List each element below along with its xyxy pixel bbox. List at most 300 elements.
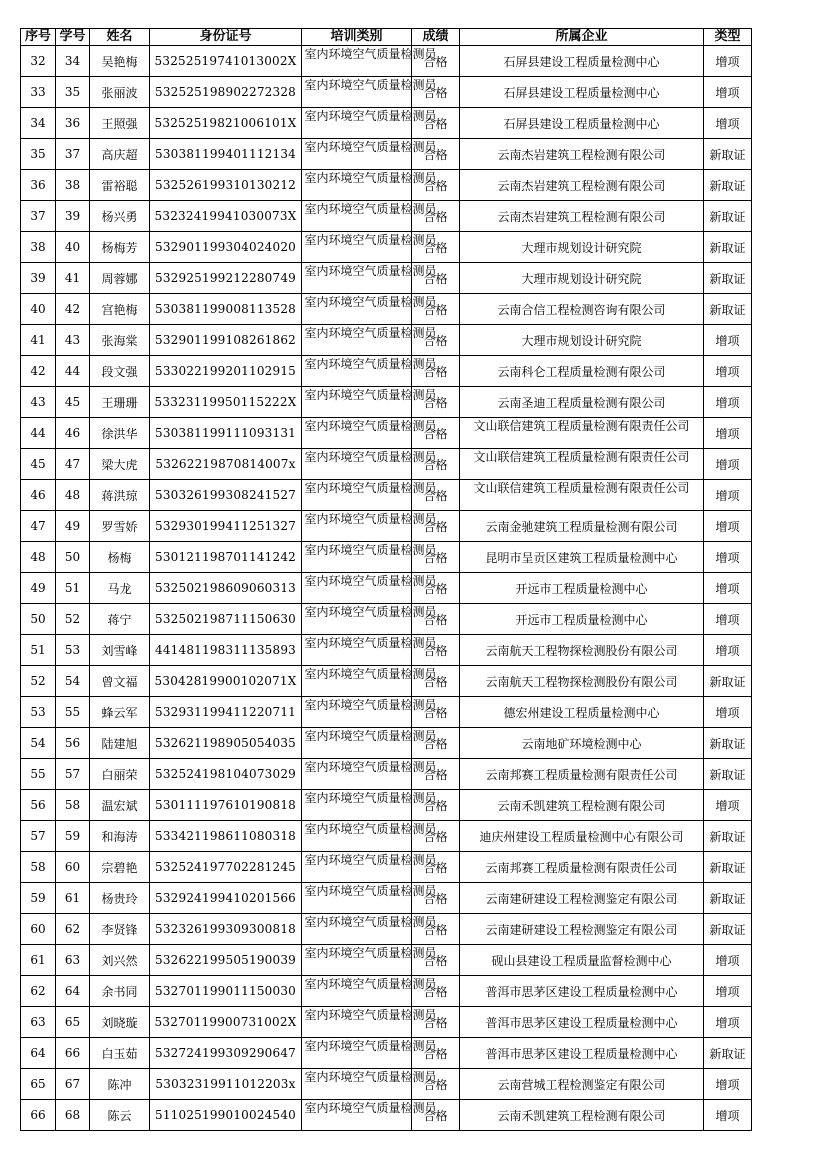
cell-student-id: 45 — [56, 387, 90, 418]
table-row — [21, 77, 752, 108]
cell-name: 和海涛 — [90, 821, 150, 852]
cell-seq: 48 — [21, 542, 56, 573]
cell-name: 王珊珊 — [90, 387, 150, 418]
cell-student-id: 62 — [56, 914, 90, 945]
cell-company: 开远市工程质量检测中心 — [460, 573, 704, 604]
header-score: 成绩 — [412, 29, 460, 46]
cell-score: 合格 — [412, 604, 460, 635]
table-row — [21, 170, 752, 201]
cell-seq: 39 — [21, 263, 56, 294]
cell-score: 合格 — [412, 418, 460, 449]
cell-score: 合格 — [412, 666, 460, 697]
cell-id-card: 532502198711150630 — [150, 604, 302, 635]
table-row — [21, 635, 752, 666]
cell-student-id: 42 — [56, 294, 90, 325]
cell-id-card: 532326199309300818 — [150, 914, 302, 945]
cell-id-card: 53262219870814007x — [150, 449, 302, 480]
cell-type: 新取证 — [704, 201, 752, 232]
table-row — [21, 201, 752, 232]
cell-training-category-text: 室内环境空气质量检测员 — [304, 698, 437, 712]
table-row — [21, 480, 752, 511]
cell-name: 周蓉娜 — [90, 263, 150, 294]
cell-company: 迪庆州建设工程质量检测中心有限公司 — [460, 821, 704, 852]
table-row — [21, 232, 752, 263]
cell-company: 云南邦赛工程质量检测有限责任公司 — [460, 759, 704, 790]
cell-training-category-text: 室内环境空气质量检测员 — [304, 264, 437, 278]
cell-seq: 59 — [21, 883, 56, 914]
cell-score: 合格 — [412, 263, 460, 294]
cell-type: 新取证 — [704, 914, 752, 945]
cell-score: 合格 — [412, 480, 460, 511]
cell-company: 云南金驰建筑工程质量检测有限公司 — [460, 511, 704, 542]
cell-student-id: 49 — [56, 511, 90, 542]
cell-student-id: 60 — [56, 852, 90, 883]
cell-name: 徐洪华 — [90, 418, 150, 449]
cell-id-card: 530121198701141242 — [150, 542, 302, 573]
cell-training-category-text: 室内环境空气质量检测员 — [304, 388, 437, 402]
cell-training-category-text: 室内环境空气质量检测员 — [304, 574, 437, 588]
cell-score: 合格 — [412, 139, 460, 170]
cell-student-id: 53 — [56, 635, 90, 666]
cell-type: 增项 — [704, 77, 752, 108]
cell-seq: 47 — [21, 511, 56, 542]
table-row — [21, 139, 752, 170]
cell-student-id: 43 — [56, 325, 90, 356]
cell-seq: 33 — [21, 77, 56, 108]
table-row — [21, 914, 752, 945]
cell-student-id: 65 — [56, 1007, 90, 1038]
cell-type: 增项 — [704, 108, 752, 139]
cell-score: 合格 — [412, 697, 460, 728]
cell-type: 增项 — [704, 604, 752, 635]
cell-name: 罗雪娇 — [90, 511, 150, 542]
table-row — [21, 976, 752, 1007]
trainee-roster-table — [20, 28, 752, 1131]
table-row — [21, 883, 752, 914]
cell-student-id: 57 — [56, 759, 90, 790]
cell-training-category-text: 室内环境空气质量检测员 — [304, 450, 437, 464]
cell-id-card: 532621198905054035 — [150, 728, 302, 759]
cell-id-card: 511025199010024540 — [150, 1100, 302, 1131]
cell-type: 增项 — [704, 1007, 752, 1038]
header-type: 类型 — [704, 29, 752, 46]
cell-id-card: 530381199401112134 — [150, 139, 302, 170]
cell-type: 增项 — [704, 325, 752, 356]
cell-id-card: 532901199304024020 — [150, 232, 302, 263]
cell-type: 新取证 — [704, 139, 752, 170]
table-row — [21, 325, 752, 356]
cell-student-id: 52 — [56, 604, 90, 635]
cell-company: 云南杰岩建筑工程检测有限公司 — [460, 201, 704, 232]
cell-seq: 58 — [21, 852, 56, 883]
cell-training-category-text: 室内环境空气质量检测员 — [304, 512, 437, 526]
cell-training-category-text: 室内环境空气质量检测员 — [304, 202, 437, 216]
cell-score: 合格 — [412, 77, 460, 108]
table-row — [21, 1069, 752, 1100]
cell-student-id: 47 — [56, 449, 90, 480]
cell-score: 合格 — [412, 387, 460, 418]
header-name: 姓名 — [90, 29, 150, 46]
cell-type: 增项 — [704, 945, 752, 976]
cell-id-card: 532924199410201566 — [150, 883, 302, 914]
cell-seq: 37 — [21, 201, 56, 232]
cell-student-id: 38 — [56, 170, 90, 201]
cell-score: 合格 — [412, 1007, 460, 1038]
cell-score: 合格 — [412, 635, 460, 666]
cell-company — [460, 449, 704, 480]
cell-seq: 46 — [21, 480, 56, 511]
cell-training-category-text: 室内环境空气质量检测员 — [304, 791, 437, 805]
cell-seq: 55 — [21, 759, 56, 790]
cell-company: 砚山县建设工程质量监督检测中心 — [460, 945, 704, 976]
cell-student-id: 44 — [56, 356, 90, 387]
cell-student-id: 64 — [56, 976, 90, 1007]
cell-id-card: 530381199008113528 — [150, 294, 302, 325]
cell-id-card: 533421198611080318 — [150, 821, 302, 852]
cell-score: 合格 — [412, 511, 460, 542]
cell-training-category-text: 室内环境空气质量检测员 — [304, 729, 437, 743]
cell-name: 白玉茹 — [90, 1038, 150, 1069]
cell-type: 新取证 — [704, 728, 752, 759]
cell-score: 合格 — [412, 449, 460, 480]
cell-score: 合格 — [412, 294, 460, 325]
cell-seq: 49 — [21, 573, 56, 604]
cell-score: 合格 — [412, 46, 460, 77]
cell-seq: 45 — [21, 449, 56, 480]
cell-type: 增项 — [704, 697, 752, 728]
cell-type: 新取证 — [704, 294, 752, 325]
cell-type: 增项 — [704, 387, 752, 418]
cell-name: 蒋宁 — [90, 604, 150, 635]
table-row — [21, 790, 752, 821]
cell-training-category-text: 室内环境空气质量检测员 — [304, 853, 437, 867]
cell-company: 云南邦赛工程质量检测有限责任公司 — [460, 852, 704, 883]
cell-company: 云南禾凯建筑工程检测有限公司 — [460, 1100, 704, 1131]
cell-training-category-text: 室内环境空气质量检测员 — [304, 977, 437, 991]
cell-name: 余书同 — [90, 976, 150, 1007]
table-header-row — [21, 29, 752, 46]
cell-company: 石屏县建设工程质量检测中心 — [460, 46, 704, 77]
cell-company-text: 文山联信建筑工程质量检测有限责任公司 — [473, 419, 690, 433]
cell-training-category-text: 室内环境空气质量检测员 — [304, 946, 437, 960]
cell-score: 合格 — [412, 232, 460, 263]
cell-training-category-text: 室内环境空气质量检测员 — [304, 636, 437, 650]
cell-company: 云南科仑工程质量检测有限公司 — [460, 356, 704, 387]
cell-type: 新取证 — [704, 759, 752, 790]
cell-company: 云南圣迪工程质量检测有限公司 — [460, 387, 704, 418]
table-row — [21, 697, 752, 728]
cell-seq: 34 — [21, 108, 56, 139]
cell-score: 合格 — [412, 728, 460, 759]
header-student-id: 学号 — [56, 29, 90, 46]
cell-type: 增项 — [704, 449, 752, 480]
cell-training-category-text: 室内环境空气质量检测员 — [304, 760, 437, 774]
cell-training-category-text: 室内环境空气质量检测员 — [304, 140, 437, 154]
cell-company: 昆明市呈贡区建筑工程质量检测中心 — [460, 542, 704, 573]
cell-student-id: 66 — [56, 1038, 90, 1069]
cell-seq: 60 — [21, 914, 56, 945]
header-company: 所属企业 — [460, 29, 704, 46]
cell-student-id: 67 — [56, 1069, 90, 1100]
cell-training-category-text: 室内环境空气质量检测员 — [304, 543, 437, 557]
cell-id-card: 530111197610190818 — [150, 790, 302, 821]
cell-training-category-text: 室内环境空气质量检测员 — [304, 171, 437, 185]
cell-seq: 52 — [21, 666, 56, 697]
cell-name: 蒋洪琼 — [90, 480, 150, 511]
cell-student-id: 35 — [56, 77, 90, 108]
cell-seq: 36 — [21, 170, 56, 201]
cell-type: 增项 — [704, 1100, 752, 1131]
cell-company: 云南合信工程检测咨询有限公司 — [460, 294, 704, 325]
table-row — [21, 46, 752, 77]
cell-training-category-text: 室内环境空气质量检测员 — [304, 884, 437, 898]
cell-id-card: 532724199309290647 — [150, 1038, 302, 1069]
cell-training-category-text: 室内环境空气质量检测员 — [304, 326, 437, 340]
cell-id-card: 53042819900102071X — [150, 666, 302, 697]
cell-company: 普洱市思茅区建设工程质量检测中心 — [460, 1038, 704, 1069]
cell-company: 云南建研建设工程检测鉴定有限公司 — [460, 883, 704, 914]
cell-type: 增项 — [704, 480, 752, 511]
table-row — [21, 728, 752, 759]
cell-training-category-text: 室内环境空气质量检测员 — [304, 357, 437, 371]
cell-name: 刘雪峰 — [90, 635, 150, 666]
cell-seq: 35 — [21, 139, 56, 170]
cell-company: 云南禾凯建筑工程检测有限公司 — [460, 790, 704, 821]
table-row — [21, 449, 752, 480]
cell-training-category-text: 室内环境空气质量检测员 — [304, 822, 437, 836]
cell-type: 增项 — [704, 635, 752, 666]
table-row — [21, 573, 752, 604]
cell-student-id: 58 — [56, 790, 90, 821]
cell-seq: 43 — [21, 387, 56, 418]
cell-seq: 44 — [21, 418, 56, 449]
cell-seq: 63 — [21, 1007, 56, 1038]
cell-seq: 51 — [21, 635, 56, 666]
cell-name: 王照强 — [90, 108, 150, 139]
cell-type: 新取证 — [704, 1038, 752, 1069]
table-row — [21, 263, 752, 294]
cell-score: 合格 — [412, 821, 460, 852]
cell-company — [460, 418, 704, 449]
header-seq: 序号 — [21, 29, 56, 46]
cell-type: 新取证 — [704, 263, 752, 294]
cell-student-id: 51 — [56, 573, 90, 604]
cell-name: 宫艳梅 — [90, 294, 150, 325]
cell-seq: 62 — [21, 976, 56, 1007]
cell-id-card: 532925199212280749 — [150, 263, 302, 294]
cell-company: 大理市规划设计研究院 — [460, 263, 704, 294]
cell-student-id: 36 — [56, 108, 90, 139]
cell-company: 石屏县建设工程质量检测中心 — [460, 108, 704, 139]
cell-company: 云南营城工程检测鉴定有限公司 — [460, 1069, 704, 1100]
cell-student-id: 34 — [56, 46, 90, 77]
cell-training-category-text: 室内环境空气质量检测员 — [304, 233, 437, 247]
cell-training-category-text: 室内环境空气质量检测员 — [304, 915, 437, 929]
cell-seq: 65 — [21, 1069, 56, 1100]
cell-seq: 38 — [21, 232, 56, 263]
cell-training-category-text: 室内环境空气质量检测员 — [304, 1039, 437, 1053]
cell-name: 蜂云军 — [90, 697, 150, 728]
cell-id-card: 441481198311135893 — [150, 635, 302, 666]
cell-company: 大理市规划设计研究院 — [460, 232, 704, 263]
table-row — [21, 852, 752, 883]
table-row — [21, 1100, 752, 1131]
cell-type: 增项 — [704, 542, 752, 573]
cell-seq: 50 — [21, 604, 56, 635]
cell-type: 增项 — [704, 976, 752, 1007]
cell-score: 合格 — [412, 1069, 460, 1100]
cell-name: 宗碧艳 — [90, 852, 150, 883]
cell-name: 李贤锋 — [90, 914, 150, 945]
cell-type: 新取证 — [704, 883, 752, 914]
cell-student-id: 54 — [56, 666, 90, 697]
cell-company-text: 文山联信建筑工程质量检测有限责任公司 — [473, 450, 690, 464]
cell-name: 温宏斌 — [90, 790, 150, 821]
cell-id-card: 532622199505190039 — [150, 945, 302, 976]
cell-id-card: 53032319911012203x — [150, 1069, 302, 1100]
cell-name: 张海棠 — [90, 325, 150, 356]
cell-id-card: 532502198609060313 — [150, 573, 302, 604]
cell-score: 合格 — [412, 1038, 460, 1069]
cell-score: 合格 — [412, 945, 460, 976]
cell-student-id: 46 — [56, 418, 90, 449]
cell-name: 刘兴然 — [90, 945, 150, 976]
cell-company: 普洱市思茅区建设工程质量检测中心 — [460, 976, 704, 1007]
table-row — [21, 542, 752, 573]
cell-score: 合格 — [412, 914, 460, 945]
cell-company: 云南航天工程物探检测股份有限公司 — [460, 666, 704, 697]
cell-training-category-text: 室内环境空气质量检测员 — [304, 295, 437, 309]
cell-name: 段文强 — [90, 356, 150, 387]
cell-name: 马龙 — [90, 573, 150, 604]
cell-seq: 64 — [21, 1038, 56, 1069]
cell-student-id: 63 — [56, 945, 90, 976]
cell-training-category-text: 室内环境空气质量检测员 — [304, 1008, 437, 1022]
cell-company: 德宏州建设工程质量检测中心 — [460, 697, 704, 728]
cell-type: 增项 — [704, 573, 752, 604]
cell-company — [460, 480, 704, 511]
cell-seq: 61 — [21, 945, 56, 976]
cell-id-card: 53270119900731002X — [150, 1007, 302, 1038]
cell-student-id: 48 — [56, 480, 90, 511]
cell-name: 陈冲 — [90, 1069, 150, 1100]
cell-name: 杨梅芳 — [90, 232, 150, 263]
table-row — [21, 1007, 752, 1038]
cell-score: 合格 — [412, 325, 460, 356]
cell-type: 增项 — [704, 418, 752, 449]
cell-student-id: 50 — [56, 542, 90, 573]
header-training-category: 培训类别 — [302, 29, 412, 46]
cell-student-id: 59 — [56, 821, 90, 852]
cell-score: 合格 — [412, 1100, 460, 1131]
header-id-card: 身份证号 — [150, 29, 302, 46]
cell-score: 合格 — [412, 790, 460, 821]
cell-training-category-text: 室内环境空气质量检测员 — [304, 419, 437, 433]
cell-score: 合格 — [412, 542, 460, 573]
cell-score: 合格 — [412, 573, 460, 604]
cell-student-id: 40 — [56, 232, 90, 263]
cell-name: 白丽荣 — [90, 759, 150, 790]
cell-name: 高庆超 — [90, 139, 150, 170]
cell-company-text: 文山联信建筑工程质量检测有限责任公司 — [473, 481, 690, 495]
cell-student-id: 68 — [56, 1100, 90, 1131]
table-row — [21, 604, 752, 635]
cell-type: 新取证 — [704, 852, 752, 883]
cell-name: 张丽波 — [90, 77, 150, 108]
cell-student-id: 41 — [56, 263, 90, 294]
table-row — [21, 821, 752, 852]
cell-id-card: 532526199310130212 — [150, 170, 302, 201]
table-row — [21, 356, 752, 387]
cell-name: 梁大虎 — [90, 449, 150, 480]
cell-training-category-text: 室内环境空气质量检测员 — [304, 605, 437, 619]
cell-training-category-text: 室内环境空气质量检测员 — [304, 78, 437, 92]
cell-training-category-text: 室内环境空气质量检测员 — [304, 47, 437, 61]
cell-score: 合格 — [412, 883, 460, 914]
cell-student-id: 56 — [56, 728, 90, 759]
cell-seq: 32 — [21, 46, 56, 77]
cell-type: 新取证 — [704, 232, 752, 263]
cell-name: 陆建旭 — [90, 728, 150, 759]
table-row — [21, 418, 752, 449]
cell-id-card: 53232419941030073X — [150, 201, 302, 232]
cell-name: 陈云 — [90, 1100, 150, 1131]
cell-company: 开远市工程质量检测中心 — [460, 604, 704, 635]
cell-company: 云南杰岩建筑工程检测有限公司 — [460, 170, 704, 201]
cell-training-category-text: 室内环境空气质量检测员 — [304, 481, 437, 495]
cell-seq: 66 — [21, 1100, 56, 1131]
cell-id-card: 530381199111093131 — [150, 418, 302, 449]
cell-name: 雷裕聪 — [90, 170, 150, 201]
cell-company: 云南建研建设工程检测鉴定有限公司 — [460, 914, 704, 945]
cell-seq: 54 — [21, 728, 56, 759]
cell-name: 刘晓璇 — [90, 1007, 150, 1038]
cell-id-card: 532701199011150030 — [150, 976, 302, 1007]
table-row — [21, 108, 752, 139]
cell-training-category-text: 室内环境空气质量检测员 — [304, 667, 437, 681]
cell-id-card: 532525198902272328 — [150, 77, 302, 108]
cell-type: 增项 — [704, 1069, 752, 1100]
cell-training-category-text: 室内环境空气质量检测员 — [304, 1101, 437, 1115]
table-row — [21, 511, 752, 542]
cell-seq: 40 — [21, 294, 56, 325]
cell-training-category-text: 室内环境空气质量检测员 — [304, 1070, 437, 1084]
cell-seq: 57 — [21, 821, 56, 852]
cell-score: 合格 — [412, 852, 460, 883]
cell-name: 曾文福 — [90, 666, 150, 697]
cell-type: 新取证 — [704, 821, 752, 852]
cell-type: 增项 — [704, 790, 752, 821]
cell-company: 云南杰岩建筑工程检测有限公司 — [460, 139, 704, 170]
cell-company: 云南地矿环境检测中心 — [460, 728, 704, 759]
cell-seq: 53 — [21, 697, 56, 728]
cell-seq: 56 — [21, 790, 56, 821]
cell-name: 吴艳梅 — [90, 46, 150, 77]
cell-type: 增项 — [704, 46, 752, 77]
table-row — [21, 294, 752, 325]
cell-id-card: 53252519821006101X — [150, 108, 302, 139]
cell-seq: 41 — [21, 325, 56, 356]
cell-score: 合格 — [412, 201, 460, 232]
cell-student-id: 37 — [56, 139, 90, 170]
cell-score: 合格 — [412, 759, 460, 790]
cell-company: 云南航天工程物探检测股份有限公司 — [460, 635, 704, 666]
cell-seq: 42 — [21, 356, 56, 387]
cell-id-card: 530326199308241527 — [150, 480, 302, 511]
table-row — [21, 1038, 752, 1069]
cell-student-id: 39 — [56, 201, 90, 232]
cell-company: 普洱市思茅区建设工程质量检测中心 — [460, 1007, 704, 1038]
